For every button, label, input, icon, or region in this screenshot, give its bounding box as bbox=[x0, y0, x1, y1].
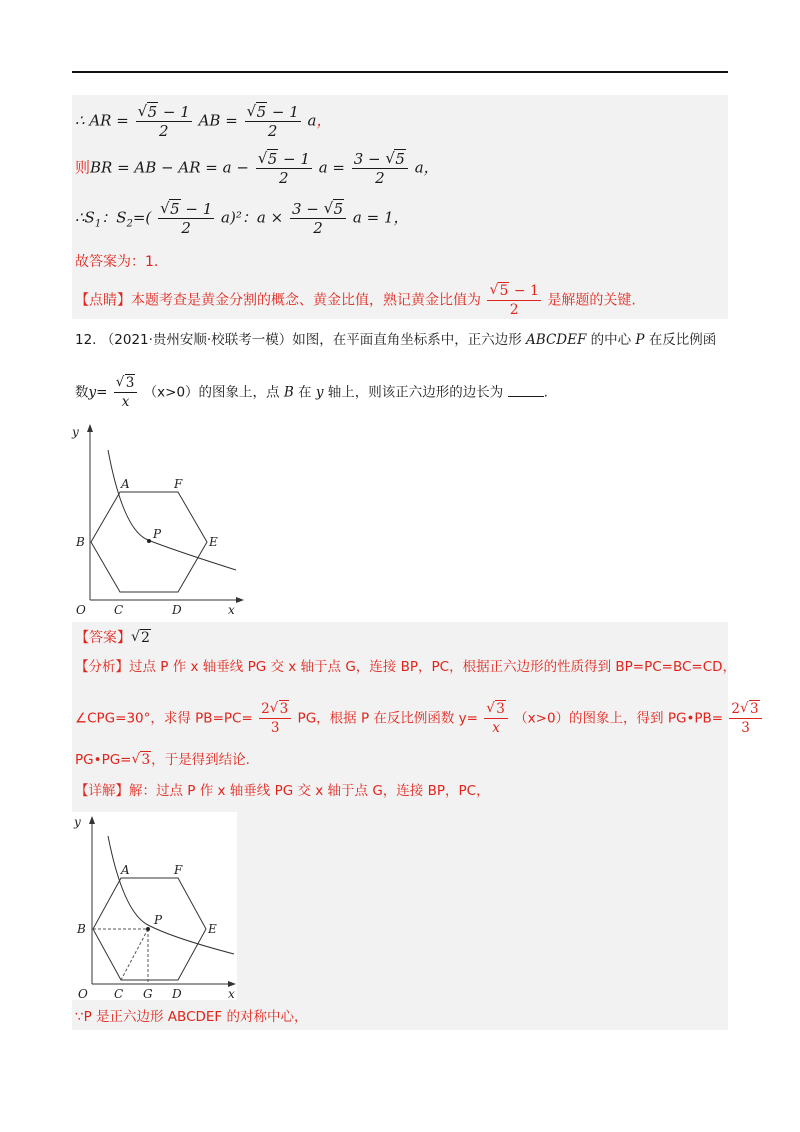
question-line-1 bbox=[75, 330, 716, 350]
q-text7: 轴上，则该正六边形的边长为 bbox=[327, 384, 504, 401]
then-text: 则 bbox=[75, 158, 91, 177]
question-number: 12. bbox=[75, 332, 97, 348]
note-line bbox=[75, 282, 636, 319]
fraction-3-minus: $\frac{3 - √ 5}{2}$ bbox=[352, 150, 408, 187]
header-rule bbox=[72, 71, 728, 73]
sub-1: 1 bbox=[94, 218, 102, 230]
label-f: F bbox=[174, 477, 183, 491]
label-d-2: D bbox=[172, 987, 182, 1000]
s-text: ∴S bbox=[75, 208, 95, 227]
label-b-2: B bbox=[77, 922, 86, 936]
line-ar: ∴ AR = √ $\frac{5 - 1}{2}$ AB = √ $\frac{5 - 1}{2}$ a， bbox=[75, 103, 332, 140]
point-p-2 bbox=[146, 927, 150, 931]
label-a-2: A bbox=[121, 863, 130, 877]
segment-pc bbox=[121, 929, 148, 980]
line-br: 则BR = AB − AR = a − √ $\frac{5 - 1}{2}$ a = $\frac{3 - √ 5}{2}$ a， bbox=[75, 150, 439, 187]
q-text1: 如图，在平面直角坐标系中，正六边形 bbox=[292, 332, 522, 348]
fraction-3-minus-2: $\frac{3 - √ 5}{2}$ bbox=[290, 200, 346, 237]
q-fraction: √ $\frac{3}{x}$ bbox=[114, 374, 138, 411]
label-p-2: P bbox=[154, 913, 163, 927]
hyperbola-curve-2 bbox=[108, 836, 234, 954]
therefore-symbol: ∴ bbox=[75, 111, 85, 130]
label-d: D bbox=[172, 603, 182, 617]
label-o: O bbox=[76, 603, 86, 617]
mid-text: =( bbox=[132, 208, 152, 227]
y-axis-arrow-2 bbox=[89, 816, 95, 824]
label-y-2: y bbox=[74, 815, 81, 829]
q-func-y: y= bbox=[88, 384, 108, 401]
q-cond: （x>0） bbox=[143, 384, 199, 401]
a3a: PG•PG= bbox=[75, 752, 132, 768]
note-suffix: 是解题的关键. bbox=[547, 292, 636, 309]
note-fraction: √ $\frac{5 - 1}{2}$ bbox=[487, 282, 540, 319]
q-text4: 数 bbox=[75, 384, 89, 401]
a2b: PG，根据 P 在反比例函数 y= bbox=[297, 710, 478, 727]
q-text3: 在反比例函 bbox=[648, 332, 717, 348]
frac-sqrt3-x: √ $\frac{3}{x}$ bbox=[484, 700, 508, 737]
label-e-2: E bbox=[208, 922, 217, 936]
label-c-2: C bbox=[114, 987, 124, 1000]
q-text6: 在 bbox=[298, 384, 312, 401]
q-end: . bbox=[543, 384, 548, 401]
analysis-line-1: 【分析】过点 P 作 x 轴垂线 PG 交 x 轴于点 G，连接 BP，PC，根据正六边形的性质得到 BP=PC=BC=CD， bbox=[75, 659, 737, 675]
label-y: y bbox=[72, 425, 79, 439]
equals-text: = bbox=[116, 111, 129, 130]
colon-s: ：S bbox=[101, 208, 127, 227]
x-axis-arrow bbox=[236, 597, 244, 603]
answer-line: 故答案为：1. bbox=[75, 254, 159, 270]
tail-text: a = 1， bbox=[352, 208, 409, 227]
fraction-golden-4: √ $\frac{5 - 1}{2}$ bbox=[158, 200, 214, 237]
question-source: （2021·贵州安顺·校联考一模） bbox=[100, 332, 293, 348]
analysis-line-2 bbox=[75, 700, 764, 737]
label-e: E bbox=[209, 535, 218, 549]
q-text2: 的中心 bbox=[590, 332, 632, 348]
a2a: ∠CPG=30°，求得 PB=PC= bbox=[75, 710, 253, 727]
q-y: y bbox=[315, 384, 324, 401]
question-line-2 bbox=[75, 374, 548, 411]
frac-2sqrt3-3-b: $\frac{2√ 3}{3}$ bbox=[729, 700, 761, 737]
q-p: P bbox=[635, 332, 645, 348]
a3c: ，于是得到结论. bbox=[151, 752, 250, 768]
analysis-line-3 bbox=[75, 750, 250, 770]
note-prefix: 【点睛】本题考查是黄金分割的概念、黄金比值，熟记黄金比值为 bbox=[75, 292, 481, 309]
hyperbola-curve bbox=[108, 450, 236, 570]
answer-blank bbox=[508, 382, 544, 397]
label-o-2: O bbox=[78, 987, 88, 1000]
line-ratio: $\therefore S_1$：$S_2=$( √ $\frac{5 - 1}{2}$ a)²：a × $\frac{3 - √ 5}{2}$ a = 1， bbox=[75, 200, 409, 237]
sub-2: 2 bbox=[126, 218, 133, 230]
q-text5: 的图象上，点 bbox=[198, 384, 280, 401]
because-line: ∵P 是正六边形 ABCDEF 的对称中心， bbox=[75, 1009, 308, 1025]
answer-row bbox=[75, 628, 151, 648]
sq-text: )²：a × bbox=[230, 208, 284, 227]
label-p: P bbox=[153, 527, 162, 541]
q-poly: ABCDEF bbox=[526, 332, 587, 348]
a2c: （x>0）的图象上，得到 PG•PB= bbox=[514, 710, 724, 727]
figure-hexagon bbox=[68, 420, 248, 620]
label-b: B bbox=[76, 535, 85, 549]
ab-text: AB bbox=[198, 111, 221, 130]
q-b: B bbox=[283, 384, 294, 401]
a3-sqrt: √ 3 bbox=[131, 750, 151, 770]
label-x: x bbox=[228, 603, 235, 617]
br-expr: BR = AB − AR = a − bbox=[90, 158, 249, 177]
answer-sqrt: √ 2 bbox=[131, 628, 151, 648]
frac-2sqrt3-3: $\frac{2√ 3}{3}$ bbox=[259, 700, 291, 737]
label-g: G bbox=[143, 987, 153, 1000]
figure-hexagon-detail bbox=[70, 812, 237, 1000]
label-a: A bbox=[121, 477, 130, 491]
point-p bbox=[147, 539, 151, 543]
comma: ， bbox=[316, 111, 332, 130]
fraction-golden-2: √ $\frac{5 - 1}{2}$ bbox=[245, 103, 301, 140]
label-f-2: F bbox=[174, 863, 183, 877]
fraction-golden-3: √ $\frac{5 - 1}{2}$ bbox=[256, 150, 312, 187]
ar-text: AR bbox=[89, 111, 112, 130]
a-var: a bbox=[307, 111, 317, 130]
label-x-2: x bbox=[228, 987, 235, 1000]
y-axis-arrow bbox=[87, 424, 93, 432]
label-c: C bbox=[114, 603, 124, 617]
detail-line: 【详解】解：过点 P 作 x 轴垂线 PG 交 x 轴于点 G，连接 BP，PC， bbox=[75, 783, 490, 799]
fraction-golden: √ $\frac{5 - 1}{2}$ bbox=[136, 103, 192, 140]
answer-tag: 【答案】 bbox=[75, 630, 131, 646]
a-end: a， bbox=[414, 158, 439, 177]
